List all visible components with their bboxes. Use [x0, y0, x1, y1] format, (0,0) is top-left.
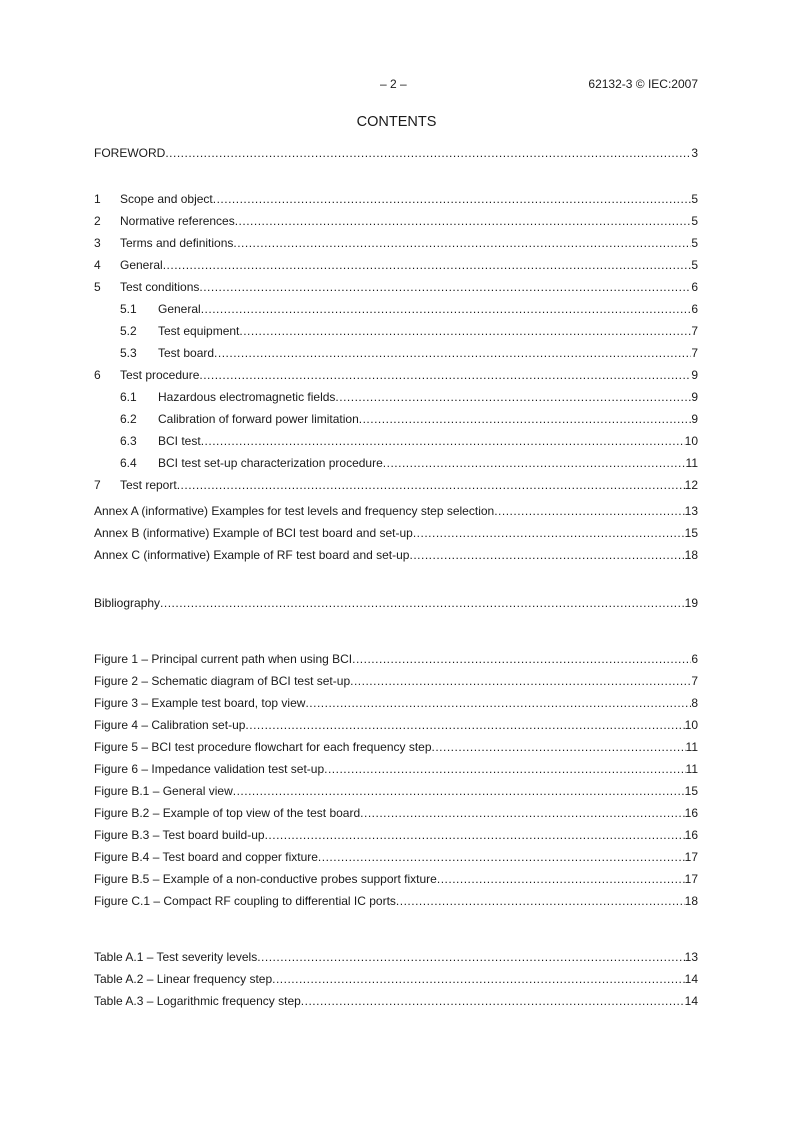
toc-entry-title: Figure 6 – Impedance validation test set-up: [94, 762, 325, 776]
toc-entry-page: 11: [685, 456, 698, 470]
toc-entry-title: Figure B.4 – Test board and copper fixture: [94, 850, 318, 864]
toc-entry-title: Figure 5 – BCI test procedure flowchart for each frequency step: [94, 740, 432, 754]
toc-entry-number: 5.2: [120, 324, 137, 338]
dot-leader: [494, 500, 684, 522]
toc-entry-page: 11: [685, 762, 698, 776]
dot-leader: [335, 386, 691, 408]
dot-leader: [413, 522, 685, 544]
toc-entry[interactable]: [94, 342, 698, 364]
dot-leader: [352, 648, 691, 670]
dot-leader: [214, 342, 691, 364]
dot-leader: [245, 714, 684, 736]
dot-leader: [201, 298, 692, 320]
toc-entry[interactable]: [94, 968, 698, 990]
toc-entry[interactable]: [94, 780, 698, 802]
toc-entry[interactable]: [94, 758, 698, 780]
toc-entry[interactable]: [94, 298, 698, 320]
toc-entry-title: Figure 1 – Principal current path when using BCI: [94, 652, 353, 666]
toc-entry-page: 7: [691, 674, 698, 688]
page-title: CONTENTS: [356, 114, 437, 130]
toc-entry-page: 6: [691, 652, 698, 666]
toc-entry-title: Test equipment: [158, 324, 240, 338]
toc-entry-number: 3: [94, 236, 101, 250]
toc-entry[interactable]: [94, 802, 698, 824]
toc-entry-page: 18: [684, 894, 698, 908]
dot-leader: [265, 824, 685, 846]
toc-entry[interactable]: [94, 364, 698, 386]
toc-entry[interactable]: [94, 522, 698, 544]
toc-entry[interactable]: [94, 430, 698, 452]
toc-entry-title: Figure B.2 – Example of top view of the test board: [94, 806, 361, 820]
toc-figures: [94, 648, 698, 912]
toc-entry-page: 12: [684, 478, 698, 492]
toc-entry-page: 10: [684, 718, 698, 732]
toc-entry-title: Normative references: [120, 214, 235, 228]
toc-entry-page: 17: [684, 872, 698, 886]
toc-entry[interactable]: [94, 692, 698, 714]
toc-entry-page: 7: [691, 324, 698, 338]
dot-leader: [396, 890, 685, 912]
toc-entry[interactable]: [94, 946, 698, 968]
toc-entry-title: Figure C.1 – Compact RF coupling to differential IC ports: [94, 894, 396, 908]
toc-annexes: [94, 500, 698, 566]
toc-entry-page: 15: [684, 526, 698, 540]
toc-entry[interactable]: [94, 232, 698, 254]
toc-entry-title: Annex B (informative) Example of BCI test board and set-up: [94, 526, 413, 540]
dot-leader: [301, 990, 685, 1012]
toc-entry-page: 9: [691, 412, 698, 426]
dot-leader: [163, 254, 692, 276]
dot-leader: [257, 946, 684, 968]
toc-entry[interactable]: [94, 670, 698, 692]
toc-entry[interactable]: [94, 320, 698, 342]
toc-entry-title: FOREWORD: [94, 146, 166, 160]
toc-entry-number: 4: [94, 258, 101, 272]
toc-entry-page: 18: [684, 548, 698, 562]
toc-entry[interactable]: [94, 474, 698, 496]
toc-entry-page: 9: [691, 368, 698, 382]
toc-entry[interactable]: [94, 188, 698, 210]
toc-entry-page: 17: [684, 850, 698, 864]
toc-entry-page: 6: [691, 302, 698, 316]
toc-entry-title: Test procedure: [120, 368, 200, 382]
toc-entry-page: 15: [684, 784, 698, 798]
toc-entry[interactable]: [94, 990, 698, 1012]
toc-entry-title: Figure B.5 – Example of a non-conductive probes support fixture: [94, 872, 437, 886]
dot-leader: [235, 210, 692, 232]
toc-entry[interactable]: [94, 824, 698, 846]
toc-entry-title: Test report: [120, 478, 177, 492]
toc-entry[interactable]: [94, 868, 698, 890]
dot-leader: [160, 592, 685, 614]
dot-leader: [213, 188, 692, 210]
toc-entry-title: Calibration of forward power limitation: [158, 412, 359, 426]
toc-entry-title: Table A.2 – Linear frequency step: [94, 972, 273, 986]
toc-entry-number: 5.1: [120, 302, 137, 316]
toc-entry[interactable]: [94, 210, 698, 232]
toc-tables: [94, 946, 698, 1012]
toc-entry-number: 6: [94, 368, 101, 382]
toc-entry[interactable]: [94, 736, 698, 758]
toc-entry-number: 2: [94, 214, 101, 228]
toc-entry[interactable]: [94, 276, 698, 298]
toc-entry[interactable]: [94, 500, 698, 522]
toc-entry-number: 5: [94, 280, 101, 294]
dot-leader: [305, 692, 691, 714]
toc-entry-page: 7: [691, 346, 698, 360]
toc-entry[interactable]: [94, 386, 698, 408]
dot-leader: [199, 276, 691, 298]
document-reference: 62132-3 © IEC:2007: [588, 77, 698, 91]
toc-entry-title: Figure B.3 – Test board build-up: [94, 828, 265, 842]
dot-leader: [201, 430, 685, 452]
toc-entry-title: Annex C (informative) Example of RF test board and set-up: [94, 548, 410, 562]
toc-entry[interactable]: [94, 648, 698, 670]
toc-entry-title: Bibliography: [94, 596, 161, 610]
toc-entry-page: 6: [691, 280, 698, 294]
toc-entry-number: 5.3: [120, 346, 137, 360]
toc-entry[interactable]: [94, 408, 698, 430]
toc-sections: [94, 188, 698, 496]
dot-leader: [272, 968, 685, 990]
dot-leader: [432, 736, 686, 758]
toc-entry-title: Annex A (informative) Examples for test levels and frequency step selection: [94, 504, 495, 518]
toc-entry-title: Hazardous electromagnetic fields: [158, 390, 336, 404]
toc-entry-title: Table A.3 – Logarithmic frequency step: [94, 994, 301, 1008]
dot-leader: [409, 544, 684, 566]
toc-entry-title: Scope and object: [120, 192, 213, 206]
toc-entry-title: General: [120, 258, 163, 272]
dot-leader: [233, 232, 691, 254]
dot-leader: [318, 846, 685, 868]
dot-leader: [383, 452, 686, 474]
toc-entry-title: BCI test: [158, 434, 201, 448]
dot-leader: [239, 320, 691, 342]
toc-entry[interactable]: [94, 592, 698, 614]
toc-entry-page: 13: [684, 950, 698, 964]
toc-entry-title: Test board: [158, 346, 215, 360]
dot-leader: [360, 802, 684, 824]
toc-entry-page: 19: [684, 596, 698, 610]
toc-entry[interactable]: [94, 452, 698, 474]
dot-leader: [165, 142, 691, 164]
toc-entry-page: 3: [691, 146, 698, 160]
toc-entry-page: 14: [684, 972, 698, 986]
toc-entry-page: 13: [684, 504, 698, 518]
toc-entry[interactable]: [94, 846, 698, 868]
toc-entry-number: 7: [94, 478, 101, 492]
toc-entry-title: Test conditions: [120, 280, 200, 294]
toc-foreword: [94, 142, 698, 164]
toc-entry[interactable]: [94, 142, 698, 164]
toc-entry-title: General: [158, 302, 201, 316]
toc-entry-number: 6.2: [120, 412, 137, 426]
toc-bibliography: [94, 592, 698, 614]
page-number: – 2 –: [380, 77, 407, 91]
dot-leader: [177, 474, 685, 496]
toc-entry-title: Figure 4 – Calibration set-up: [94, 718, 246, 732]
toc-entry-page: 5: [691, 236, 698, 250]
toc-entry-title: Figure 3 – Example test board, top view: [94, 696, 306, 710]
dot-leader: [437, 868, 685, 890]
toc-entry-page: 10: [684, 434, 698, 448]
toc-entry-title: Figure 2 – Schematic diagram of BCI test set-up: [94, 674, 351, 688]
toc-entry-page: 14: [684, 994, 698, 1008]
toc-entry-page: 5: [691, 214, 698, 228]
dot-leader: [359, 408, 692, 430]
toc-entry-page: 8: [691, 696, 698, 710]
toc-entry-page: 5: [691, 192, 698, 206]
toc-entry-page: 11: [685, 740, 698, 754]
toc-entry[interactable]: [94, 890, 698, 912]
toc-entry-page: 5: [691, 258, 698, 272]
toc-entry-number: 1: [94, 192, 101, 206]
toc-entry-title: Terms and definitions: [120, 236, 234, 250]
toc-entry-page: 9: [691, 390, 698, 404]
dot-leader: [233, 780, 685, 802]
toc-entry-page: 16: [684, 828, 698, 842]
toc-entry-number: 6.1: [120, 390, 137, 404]
toc-entry[interactable]: [94, 254, 698, 276]
toc-entry-title: Figure B.1 – General view: [94, 784, 233, 798]
toc-entry-number: 6.3: [120, 434, 137, 448]
toc-entry-number: 6.4: [120, 456, 137, 470]
toc-entry-title: Table A.1 – Test severity levels: [94, 950, 258, 964]
toc-entry-page: 16: [684, 806, 698, 820]
dot-leader: [199, 364, 691, 386]
dot-leader: [324, 758, 685, 780]
toc-entry[interactable]: [94, 714, 698, 736]
dot-leader: [350, 670, 691, 692]
toc-entry-title: BCI test set-up characterization procedure: [158, 456, 383, 470]
toc-entry[interactable]: [94, 544, 698, 566]
